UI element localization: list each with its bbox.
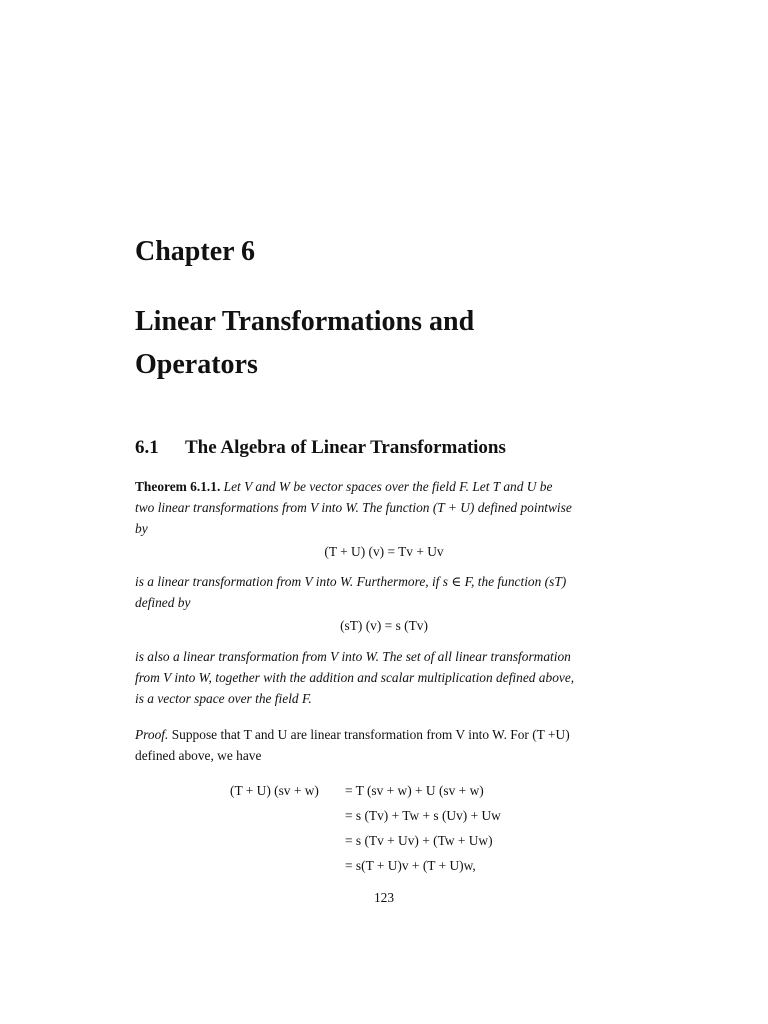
chapter-title-line-2: Operators [135,349,258,380]
theorem-display-equation-1: (T + U) (v) = Tv + Uv [324,544,444,559]
proof-equation-row: = s(T + U)v + (T + U)w, [345,858,476,873]
section-number: 6.1 [135,437,159,458]
proof-equation-row: = s (Tv + Uv) + (Tw + Uw) [345,833,493,848]
theorem-line-5: defined by [135,595,191,610]
proof-label: Proof. [135,727,169,742]
theorem-line-1 [135,476,633,497]
proof-equation-lhs: (T + U) (sv + w) [230,783,319,798]
theorem-line-7: from V into W, together with the addition and scalar multiplication defined above, [135,670,575,685]
theorem-line-3: by [135,521,148,536]
chapter-title [135,300,655,386]
chapter-title-line-1: Linear Transformations and [135,306,475,337]
section-heading [135,434,506,462]
theorem-line-4: is a linear transformation from V into W. Furthermore, if s ∈ F, the function (sT) [135,574,567,589]
theorem-line-2: two linear transformations from V into W. The function (T + U) defined pointwise [135,500,572,515]
theorem-text-1: Let V and W be vector spaces over the field F. Let T and U be [223,479,553,494]
proof-text-1: Suppose that T and U are linear transformation from V into W. For (T +U) [171,727,570,742]
theorem-line-6: is also a linear transformation from V into W. The set of all linear transformation [135,649,571,664]
theorem-label: Theorem 6.1.1. [135,479,221,494]
section-title: The Algebra of Linear Transformations [185,437,506,458]
chapter-label: Chapter 6 [135,236,256,267]
theorem-display-equation-2: (sT) (v) = s (Tv) [340,618,428,633]
theorem-line-8: is a vector space over the field F. [135,691,312,706]
proof-equation-row: = T (sv + w) + U (sv + w) [345,783,484,798]
proof-line-1 [135,724,633,745]
page-number: 123 [373,890,395,905]
proof-equation-row: = s (Tv) + Tw + s (Uv) + Uw [345,808,501,823]
proof-line-2: defined above, we have [135,748,262,763]
